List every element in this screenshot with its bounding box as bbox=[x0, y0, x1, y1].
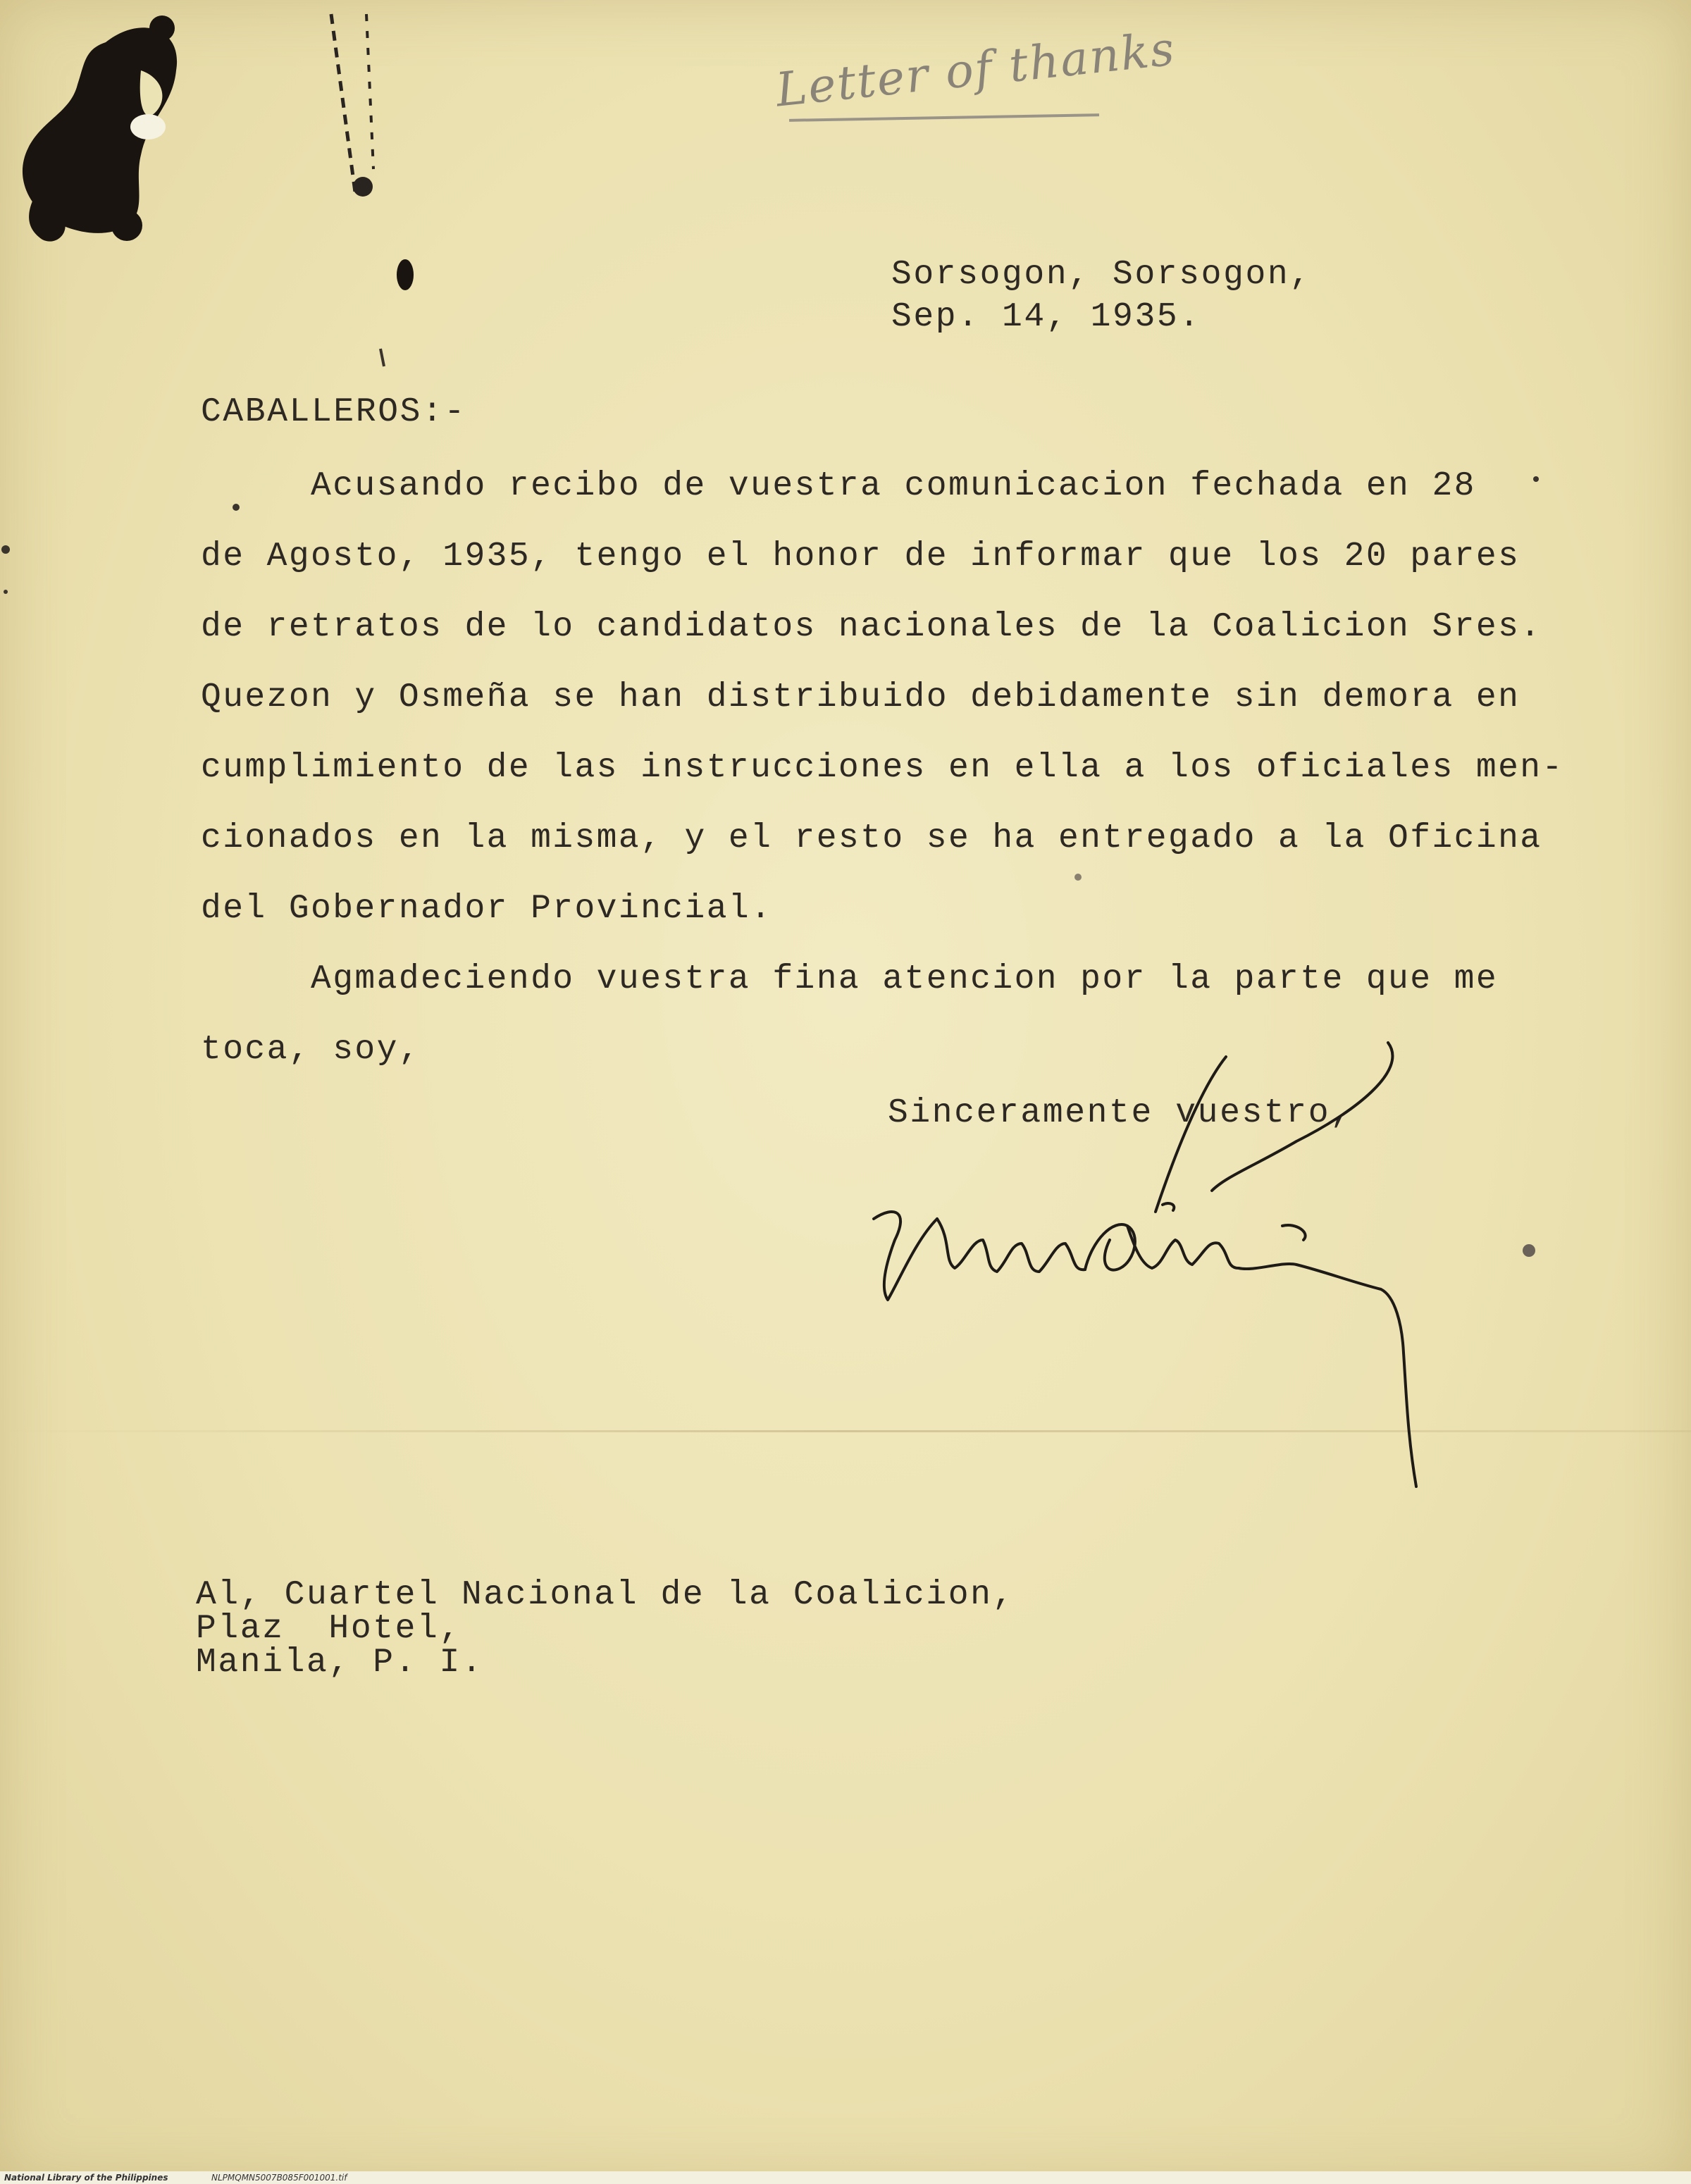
paragraph-line: cumplimiento de las instrucciones en ella a los oficiales men- bbox=[201, 749, 1564, 787]
pencil-note-text: Letter of thanks bbox=[773, 21, 1178, 118]
paragraph-line: de Agosto, 1935, tengo el honor de informar que los 20 pares bbox=[201, 538, 1520, 576]
footer-library-name: National Library of the Philippines bbox=[4, 2173, 168, 2183]
paragraph-line: del Gobernador Provincial. bbox=[201, 890, 773, 928]
paragraph-line: cionados en la misma, y el resto se ha entregado a la Oficina bbox=[201, 819, 1542, 857]
dateline-date: Sep. 14, 1935. bbox=[891, 298, 1201, 336]
footer-file-id: NLPMQMN5007B085F001001.tif bbox=[211, 2173, 347, 2183]
dateline bbox=[891, 254, 1312, 338]
address-line: Al, Cuartel Nacional de la Coalicion, bbox=[196, 1576, 1015, 1614]
pencil-annotation bbox=[773, 21, 1178, 141]
paragraph-line: toca, soy, bbox=[201, 1031, 421, 1069]
paragraph-line: Acusando recibo de vuestra comunicacion fechada en 28 bbox=[201, 467, 1476, 505]
closing-line: Sinceramente vuestro, bbox=[888, 1094, 1353, 1132]
paragraph-line: de retratos de lo candidatos nacionales de la Coalicion Sres. bbox=[201, 608, 1542, 646]
dateline-place: Sorsogon, Sorsogon, bbox=[891, 256, 1312, 294]
paragraph-line: Agmadeciendo vuestra fina atencion por la parte que me bbox=[201, 960, 1499, 998]
pencil-note-underline bbox=[789, 113, 1099, 122]
salutation: CABALLEROS:- bbox=[201, 393, 466, 431]
handwritten-signature bbox=[831, 1029, 1466, 1536]
archive-footer bbox=[0, 2171, 1691, 2184]
paragraph-line: Quezon y Osmeña se han distribuido debidamente sin demora en bbox=[201, 678, 1520, 716]
address-line: Manila, P. I. bbox=[196, 1644, 484, 1682]
addressee-block bbox=[196, 1578, 1015, 1680]
body-paragraph-1 bbox=[201, 451, 1564, 944]
address-line: Plaz Hotel, bbox=[196, 1610, 462, 1648]
